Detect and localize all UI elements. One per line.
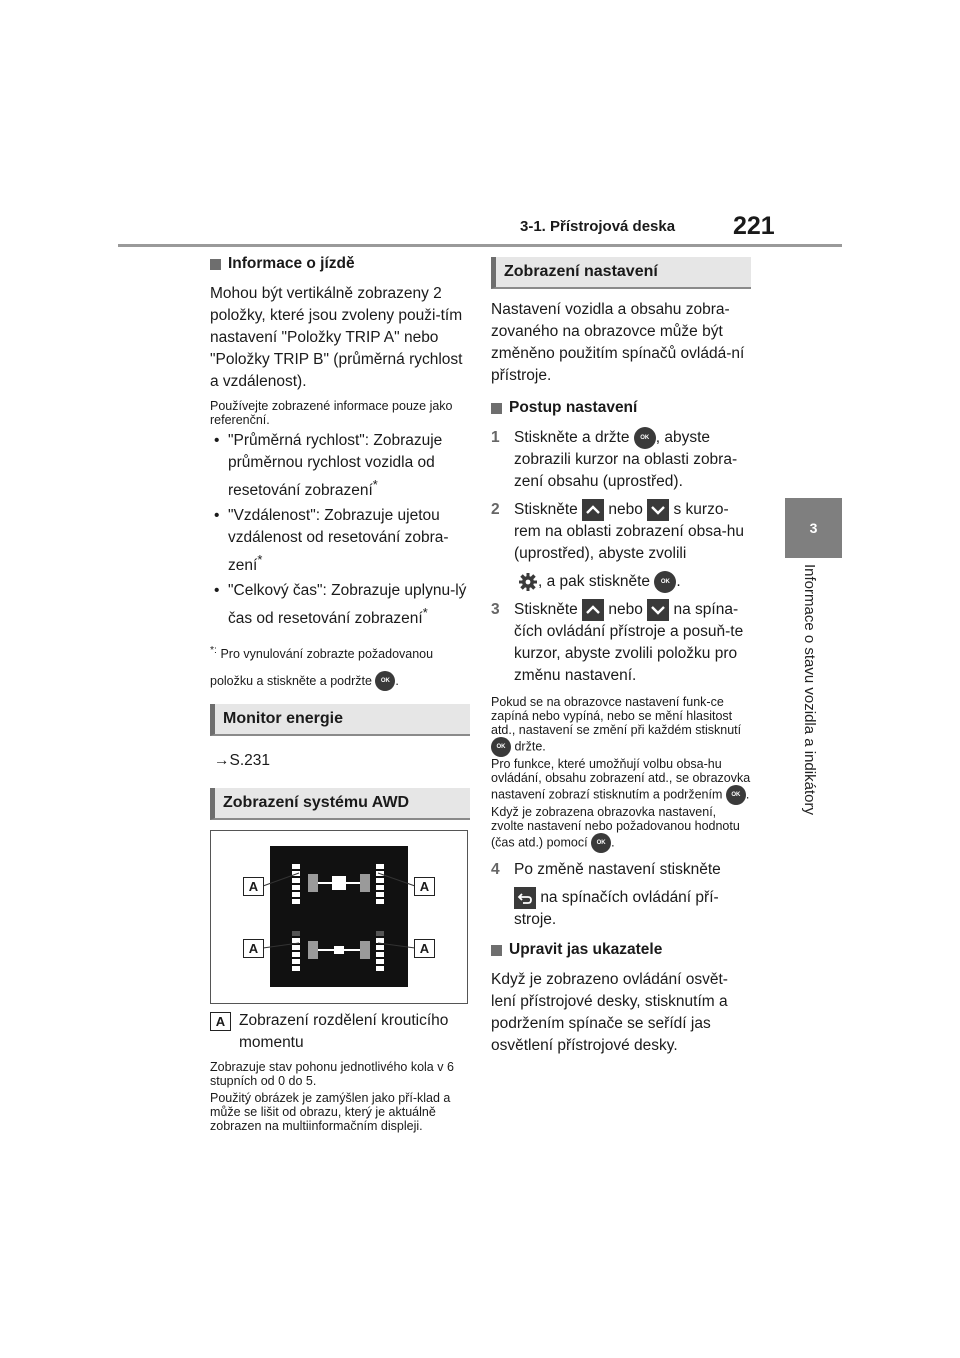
- chapter-tab: 3: [785, 498, 842, 558]
- bullet-mark: •: [214, 507, 220, 525]
- trip-info-note: Používejte zobrazené informace pouze jako referenční.: [210, 399, 453, 427]
- awd-title: Zobrazení systému AWD: [210, 788, 470, 820]
- right-column: [491, 257, 751, 1063]
- square-bullet-icon: [491, 945, 502, 956]
- awd-note-1: Zobrazuje stav pohonu jednotlivého kola v 6 stupních od 0 do 5.: [210, 1059, 454, 1088]
- chevron-down-icon: [647, 599, 669, 621]
- step-3: 3 Stiskněte nebo na spína-čích ovládání přístroje a posuň-te kurzor, abyste zvolili položku pro změnu nastavení.: [491, 601, 744, 685]
- gear-icon: [518, 573, 538, 590]
- chevron-down-icon: [647, 499, 669, 521]
- ok-button-icon: OK: [654, 571, 676, 593]
- asterisk-mark: *: [422, 605, 428, 621]
- callout-lines: [211, 831, 467, 1003]
- awd-legend-text: Zobrazení rozdělení krouticího momentu: [239, 1011, 449, 1051]
- brightness-text: Když je zobrazeno ovládání osvět-lení přístrojové desky, stisknutím a podržením spínače se seřídí jas osvětlení přístrojové desky.: [491, 971, 728, 1055]
- square-bullet-icon: [491, 403, 502, 414]
- left-column: [210, 255, 470, 1136]
- list-item: • "Vzdálenost": Zobrazuje ujetou vzdálenost od resetování zobra-zení*: [214, 507, 449, 575]
- square-bullet-icon: [210, 259, 221, 270]
- brightness-heading: Upravit jas ukazatele: [491, 941, 751, 959]
- section-title: 3-1. Přístrojová deska: [520, 218, 676, 235]
- settings-intro: Nastavení vozidla a obsahu zobra-zovaného na obrazovce může být změněno použitím spínačů ovládá-ní přístroje.: [491, 301, 745, 384]
- ok-button-icon: OK: [375, 671, 395, 691]
- bullet-mark: •: [214, 432, 220, 449]
- trip-info-heading: [210, 255, 470, 273]
- list-item: • "Celkový čas": Zobrazuje uplynu-lý čas od resetování zobrazení*: [214, 582, 467, 628]
- awd-legend: [210, 1010, 470, 1054]
- awd-figure: [210, 830, 468, 1004]
- list-item: • "Průměrná rychlost": Zobrazuje průměrnou rychlost vozidla od resetování zobrazení*: [214, 432, 443, 500]
- step-1: 1 Stiskněte a držte OK , abyste zobrazili kurzor na oblasti zobra-zení obsahu (uprostřed).: [491, 429, 738, 491]
- callout-label-a: A: [243, 877, 264, 896]
- energy-monitor-title: Monitor energie: [210, 704, 470, 736]
- callout-label-a: A: [414, 939, 435, 958]
- step-2: 2 Stiskněte nebo s kurzo-rem na oblasti zobrazení obsa-hu (uprostřed), abyste zvolili , a pak stiskněte OK .: [491, 499, 751, 593]
- settings-note: Pokud se na obrazovce nastavení funk-ce zapíná nebo vypíná, nebo se mění hlasitost atd., nastavení se změní při každém stisknutí OK držte. Pro funkce, které umožňují volbu obsa-hu ovládání, obsahu zobrazení atd., se obrazovka nastavení zobrazí stisknutím a podržením OK . Když je zobrazena obrazovka nastavení, zvolte nastavení nebo požadovanou hodnotu (čas atd.) pomocí OK .: [491, 695, 751, 853]
- ok-button-icon: OK: [591, 833, 611, 853]
- awd-note-2: Použitý obrázek je zamýšlen jako pří-klad a může se lišit od obrazu, který je aktuálně zobrazen na multiinformačním displeji.: [210, 1090, 451, 1133]
- trip-info-heading-text: Informace o jízdě: [228, 255, 355, 272]
- footnote-mark: *:: [210, 645, 217, 657]
- header-divider: [118, 244, 842, 247]
- chapter-title: Informace o stavu vozidla a indikátory: [801, 564, 818, 815]
- trip-info-intro: Mohou být vertikálně zobrazeny 2 položky, které jsou zvoleny použi-tím nastavení "Položky TRIP A" nebo "Položky TRIP B" (průměrná rychlost a vzdálenost).: [210, 285, 463, 390]
- energy-monitor-ref: →S.231: [214, 751, 271, 769]
- page-number: 221: [733, 212, 775, 240]
- chevron-up-icon: [582, 499, 604, 521]
- callout-label-a: A: [243, 939, 264, 958]
- legend-label-a: A: [210, 1012, 231, 1031]
- ok-button-icon: OK: [491, 737, 511, 757]
- step-4: 4 Po změně nastavení stiskněte na spínačích ovládání pří-stroje.: [491, 861, 721, 929]
- asterisk-mark: *: [257, 552, 263, 568]
- settings-title: Zobrazení nastavení: [491, 257, 751, 289]
- ok-button-icon: OK: [726, 785, 746, 805]
- asterisk-mark: *: [372, 477, 378, 492]
- procedure-heading: Postup nastavení: [491, 399, 751, 417]
- chevron-up-icon: [582, 599, 604, 621]
- bullet-mark: •: [214, 582, 220, 600]
- ok-button-icon: OK: [634, 427, 656, 449]
- trip-info-list: [210, 430, 470, 630]
- back-arrow-icon: [514, 887, 536, 909]
- trip-info-footnote: *: Pro vynulování zobrazte požadovanou položku a stiskněte a podržte OK .: [210, 638, 470, 693]
- callout-label-a: A: [414, 877, 435, 896]
